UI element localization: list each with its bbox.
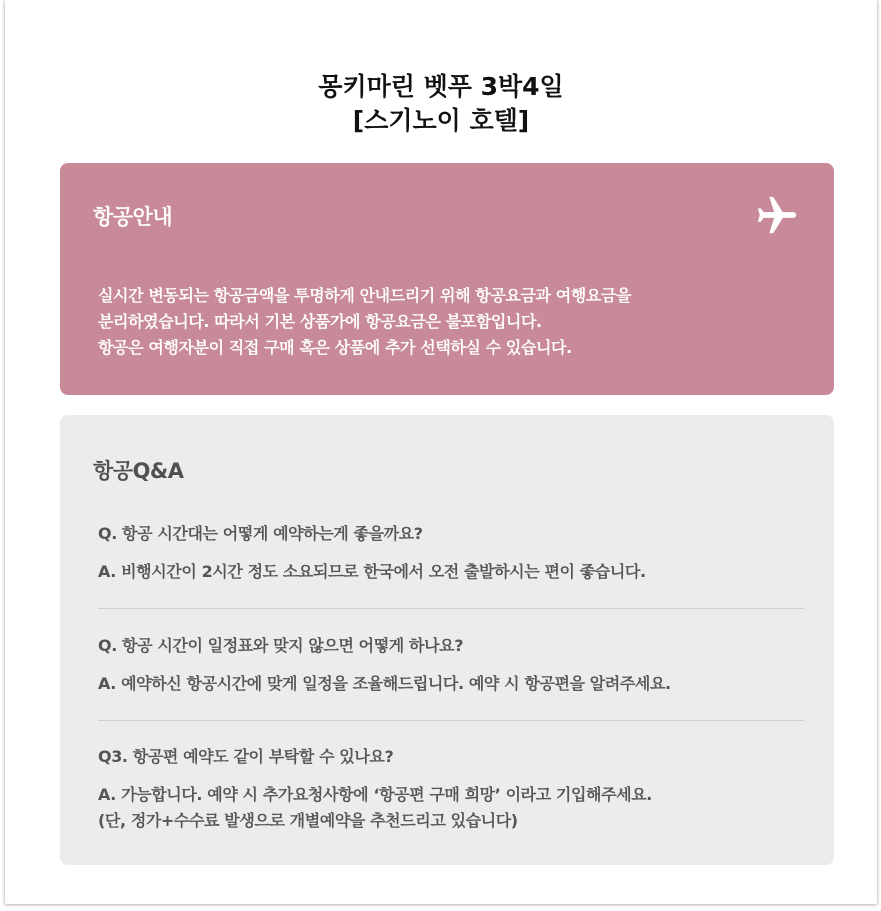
qa-divider-2 [98,720,804,721]
qa-answer-2: A. 예약하신 항공시간에 맞게 일정을 조율해드립니다. 예약 시 항공편을 알려주세요. [98,674,671,693]
qa-item-1 [98,523,804,585]
page-title-line-2: [스기노이 호텔] [352,106,530,135]
flight-info-line-2: 분리하였습니다. 따라서 기본 상품가에 항공요금은 불포함입니다. [98,312,542,331]
qa-answer-1: A. 비행시간이 2시간 정도 소요되므로 한국에서 오전 출발하시는 편이 좋습니다. [98,562,646,581]
flight-info-card [60,163,834,395]
qa-question-3: Q3. 항공편 예약도 같이 부탁할 수 있나요? [98,747,394,766]
flight-info-line-3: 항공은 여행자분이 직접 구매 혹은 상품에 추가 선택하실 수 있습니다. [98,338,572,357]
qa-divider-1 [98,608,804,609]
flight-info-heading: 항공안내 [93,205,173,229]
flight-qa-heading: 항공Q&A [93,459,184,483]
qa-question-2: Q. 항공 시간이 일정표와 맞지 않으면 어떻게 하나요? [98,636,464,655]
qa-answer-3-note: (단, 정가+수수료 발생으로 개별예약을 추천드리고 있습니다) [98,811,518,830]
page-title-line-1: 몽키마린 벳푸 3박4일 [318,72,564,101]
qa-item-2 [98,635,804,697]
flight-info-description [98,283,631,361]
page-frame [5,0,877,904]
flight-info-line-1: 실시간 변동되는 항공금액을 투명하게 안내드리기 위해 항공요금과 여행요금을 [98,286,632,305]
qa-item-3 [98,746,804,834]
qa-answer-3: A. 가능합니다. 예약 시 추가요청사항에 ‘항공편 구매 희망’ 이라고 기입해주세요. [98,785,652,804]
page-title [5,70,877,138]
qa-question-1: Q. 항공 시간대는 어떻게 예약하는게 좋을까요? [98,524,423,543]
airplane-icon [754,193,800,239]
flight-qa-card [60,415,834,865]
